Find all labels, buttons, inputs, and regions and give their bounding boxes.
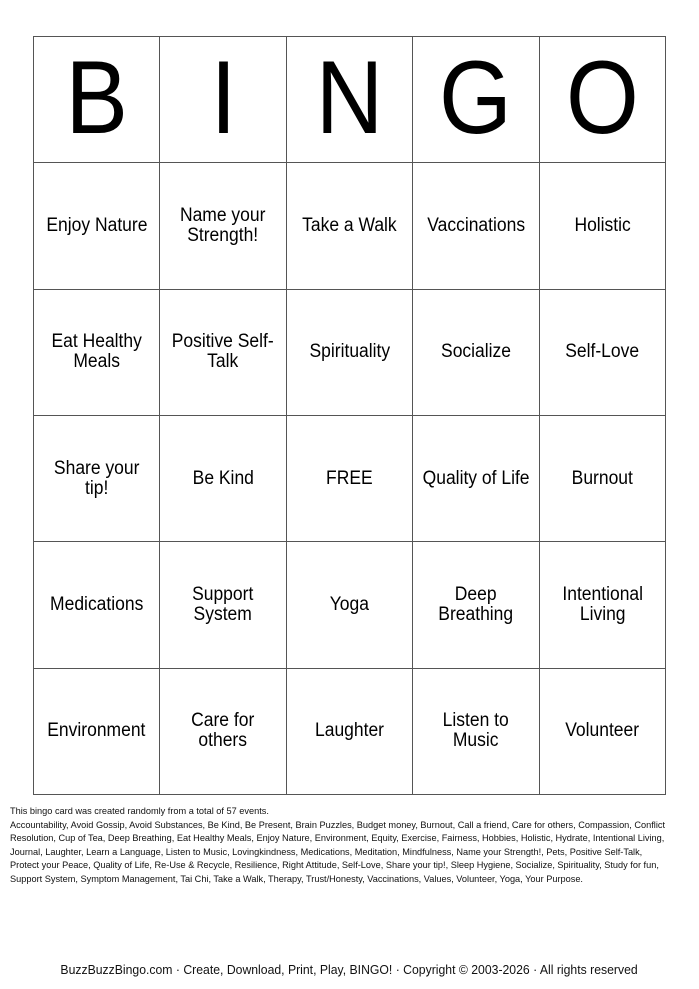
note-events-line: Accountability, Avoid Gossip, Avoid Substances, Be Kind, Be Present, Brain Puzzles, Budget money, Burnout, Call a friend, Care for others, Compassion, Conflict	[10, 819, 666, 830]
bingo-cell	[287, 290, 413, 416]
cell-text: Positive Self-Talk	[172, 331, 275, 373]
note-events-line: Resolution, Cup of Tea, Deep Breathing, Eat Healthy Meals, Enjoy Nature, Environment, Equity, Exercise, Fairness, Hobbies, Holistic, Hydrate, Intentional Living,	[10, 833, 665, 844]
bingo-cell	[413, 163, 539, 289]
cell-text: Eat Healthy Meals	[51, 331, 142, 373]
cell-text: Vaccinations	[426, 214, 525, 236]
cell-text: Medications	[50, 593, 144, 615]
footer-copyright: BuzzBuzzBingo.com · Create, Download, Print, Play, BINGO! · Copyright © 2003-2026 · All rights reserved	[60, 962, 639, 977]
bingo-cell	[34, 542, 160, 668]
bingo-cell	[287, 669, 413, 795]
bingo-cell	[540, 542, 666, 668]
cell-text: Laughter	[314, 720, 384, 742]
bingo-cell	[160, 163, 286, 289]
event-list-note	[10, 805, 694, 887]
bingo-cell	[413, 290, 539, 416]
cell-text: Name your Strength!	[180, 204, 266, 246]
bingo-cell	[34, 290, 160, 416]
note-events-line: Support System, Symptom Management, Tai Chi, Take a Walk, Therapy, Trust/Honesty, Vaccinations, Values, Volunteer, Yoga, Your Purpose.	[10, 873, 583, 884]
bingo-cell	[540, 669, 666, 795]
bingo-cell	[160, 542, 286, 668]
cell-text: Self-Love	[565, 341, 640, 363]
cell-text: Deep Breathing	[438, 583, 514, 625]
bingo-cell	[160, 290, 286, 416]
header-cell-g	[413, 37, 539, 163]
header-letter: O	[565, 39, 639, 156]
bingo-card	[33, 36, 666, 795]
header-cell-i	[160, 37, 286, 163]
header-cell-b	[34, 37, 160, 163]
cell-text: Burnout	[571, 467, 633, 489]
bingo-cell	[540, 163, 666, 289]
cell-text: Enjoy Nature	[46, 214, 148, 236]
header-letter: N	[315, 39, 384, 156]
bingo-cell	[540, 290, 666, 416]
note-events-line: Journal, Laughter, Learn a Language, Listen to Music, Lovingkindness, Medications, Meditation, Mindfulness, Name your Strength!, Pets, Positive Self-Talk,	[10, 846, 643, 857]
bingo-cell	[34, 669, 160, 795]
bingo-cell	[160, 416, 286, 542]
cell-text: Yoga	[329, 593, 370, 615]
header-letter: B	[65, 39, 128, 156]
bingo-cell	[160, 669, 286, 795]
bingo-cell	[413, 669, 539, 795]
bingo-cell	[413, 416, 539, 542]
note-intro: This bingo card was created randomly from a total of 57 events.	[10, 806, 269, 816]
header-cell-n	[287, 37, 413, 163]
bingo-cell	[34, 163, 160, 289]
cell-text: Holistic	[574, 214, 631, 236]
cell-text: Support System	[192, 583, 254, 625]
cell-text: Share your tip!	[53, 457, 140, 499]
cell-text: Take a Walk	[302, 214, 397, 236]
cell-text: Be Kind	[192, 467, 254, 489]
bingo-cell	[540, 416, 666, 542]
free-space-cell	[287, 416, 413, 542]
cell-text: Quality of Life	[422, 467, 530, 489]
cell-text: Volunteer	[565, 720, 640, 742]
cell-text: Environment	[47, 720, 146, 742]
cell-text: Spirituality	[309, 341, 390, 363]
bingo-cell	[287, 163, 413, 289]
header-letter: G	[439, 39, 513, 156]
cell-text: FREE	[326, 467, 373, 489]
header-cell-o	[540, 37, 666, 163]
bingo-cell	[34, 416, 160, 542]
cell-text: Socialize	[440, 341, 511, 363]
footer	[0, 962, 699, 977]
cell-text: Intentional Living	[561, 583, 643, 625]
bingo-cell	[287, 542, 413, 668]
cell-text: Care for others	[191, 710, 255, 752]
cell-text: Listen to Music	[442, 710, 509, 752]
header-letter: I	[210, 39, 237, 156]
bingo-cell	[413, 542, 539, 668]
note-events-line: Protect your Peace, Quality of Life, Re-Use & Recycle, Resilience, Right Attitude, Self-Love, Share your tip!, Sleep Hygiene, Socialize, Spirituality, Study for fun,	[10, 860, 659, 871]
